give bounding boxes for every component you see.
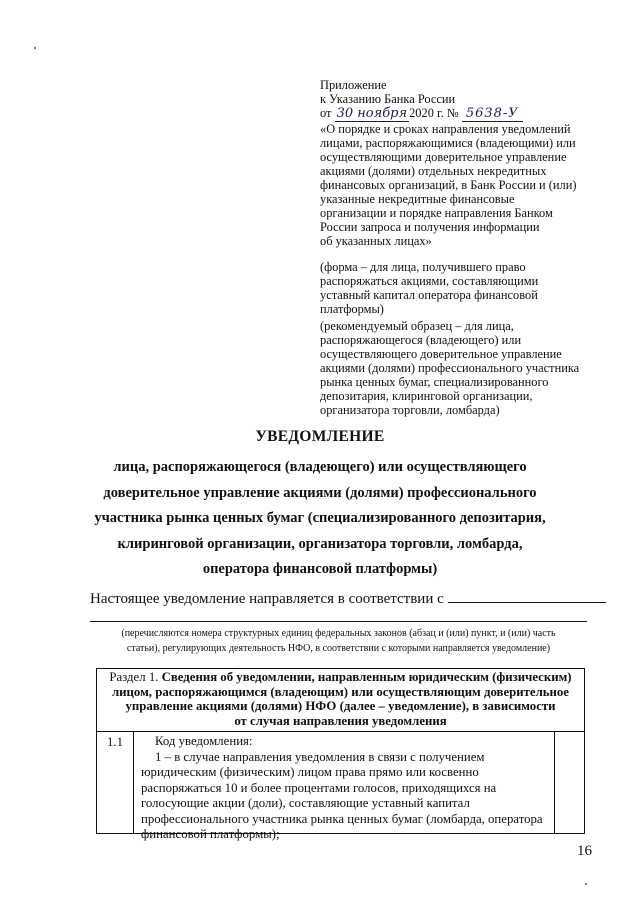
- legal-basis-note-line: (перечисляются номера структурных единиц федеральных законов (абзац и (или) пункт, и (или) часть: [121, 628, 556, 639]
- blank-fill-line[interactable]: [448, 589, 606, 603]
- row-line: 1 – в случае направления уведомления в связи с получением: [155, 749, 485, 764]
- document-title: УВЕДОМЛЕНИЕ: [255, 428, 385, 445]
- directed-text: Настоящее уведомление направляется в соответствии с: [90, 591, 444, 607]
- page-number: 16: [577, 843, 592, 859]
- date-prefix: от: [320, 106, 332, 120]
- appendix-body-line: «О порядке и сроках направления уведомлений: [320, 122, 571, 136]
- appendix-body-line: об указанных лицах»: [320, 234, 432, 248]
- legal-basis-note-line: статьи), регулирующих деятельность НФО, в соответствии с которыми направляется уведомление): [126, 643, 551, 654]
- section-title-line: управление акциями (долями) НФО (далее – уведомление), в зависимости: [125, 699, 556, 713]
- recommended-note-line: акциями (долями) профессионального участника: [320, 361, 580, 375]
- subtitle-line: участника рынка ценных бумаг (специализированного депозитария,: [94, 510, 546, 527]
- row-line: голосующие акции (доли), составляющие уставный капитал: [141, 796, 470, 810]
- row-content: [141, 734, 553, 843]
- appendix-body-line: организации и порядке направления Банком: [320, 206, 553, 220]
- section-title-line: лицом, распоряжающимся (владеющим) или осуществляющим доверительное: [112, 684, 569, 699]
- fill-line-full[interactable]: [90, 621, 587, 622]
- recommended-note-line: (рекомендуемый образец – для лица,: [320, 319, 514, 333]
- form-note-line: распоряжаться акциями, составляющими: [320, 274, 539, 288]
- subtitle-line: лица, распоряжающегося (владеющего) или осуществляющего: [113, 459, 527, 475]
- appendix-body-line: России запроса и получения информации: [320, 220, 540, 234]
- column-divider: [554, 732, 555, 833]
- directed-statement: [90, 589, 606, 608]
- legal-basis-note: [90, 626, 587, 656]
- scan-speck: [34, 47, 36, 49]
- recommended-note: [320, 319, 579, 417]
- section-1-header: [97, 669, 584, 732]
- appendix-header: [320, 78, 620, 248]
- appendix-body-line: лицами, распоряжающимися (владеющими) или: [320, 136, 576, 150]
- form-note: [320, 260, 538, 316]
- handwritten-number: 5638-У: [462, 107, 523, 122]
- appendix-date-line: [320, 106, 620, 122]
- appendix-body-line: осуществляющими доверительное управление: [320, 150, 567, 164]
- subtitle-line: клиринговой организации, организатора торговли, ломбарда,: [117, 535, 523, 552]
- section-label: Раздел 1.: [109, 670, 159, 684]
- scan-speck: [585, 883, 587, 885]
- row-line: юридическим (физическим) лицом права прямо или косвенно: [141, 765, 479, 779]
- notification-table: [96, 668, 585, 841]
- appendix-line-2: к Указанию Банка России: [320, 92, 456, 106]
- appendix-body-line: акциями (долями) отдельных некредитных: [320, 164, 547, 178]
- form-note-line: уставный капитал оператора финансовой: [320, 288, 538, 302]
- row-line: распоряжаться 10 и более процентами голосов, приходящихся на: [141, 780, 497, 795]
- section-title-line: Сведения об уведомлении, направленным юридическим (физическим): [161, 670, 572, 684]
- form-note-line: (форма – для лица, получившего право: [320, 260, 526, 274]
- row-line: профессионального участника рынка ценных бумаг (ломбарда, оператора: [141, 811, 543, 826]
- subtitle-line: оператора финансовой платформы): [202, 561, 438, 578]
- recommended-note-line: осуществляющего доверительное управление: [320, 347, 562, 361]
- document-subtitle: [0, 455, 640, 583]
- recommended-note-line: распоряжающегося (владеющего) или: [320, 333, 522, 347]
- section-title-line: от случая направления уведомления: [234, 713, 447, 728]
- recommended-note-line: депозитария, клиринговой организации,: [320, 389, 533, 403]
- column-divider: [133, 732, 134, 833]
- handwritten-date: 30 ноября: [336, 106, 408, 121]
- date-suffix: 2020 г. №: [409, 106, 459, 120]
- subtitle-line: доверительное управление акциями (долями) профессионального: [103, 484, 537, 501]
- row-number: 1.1: [107, 735, 123, 749]
- form-note-line: платформы): [320, 302, 384, 316]
- row-line: финансовой платформы);: [141, 827, 280, 841]
- row-line: Код уведомления:: [155, 734, 253, 748]
- appendix-body-line: финансовых организаций, в Банк России и (или): [320, 178, 577, 192]
- appendix-body-line: указанные некредитные финансовые: [320, 192, 515, 206]
- appendix-line-1: Приложение: [320, 78, 387, 92]
- recommended-note-line: рынка ценных бумаг, специализированного: [320, 375, 549, 389]
- recommended-note-line: организатора торговли, ломбарда): [320, 403, 500, 417]
